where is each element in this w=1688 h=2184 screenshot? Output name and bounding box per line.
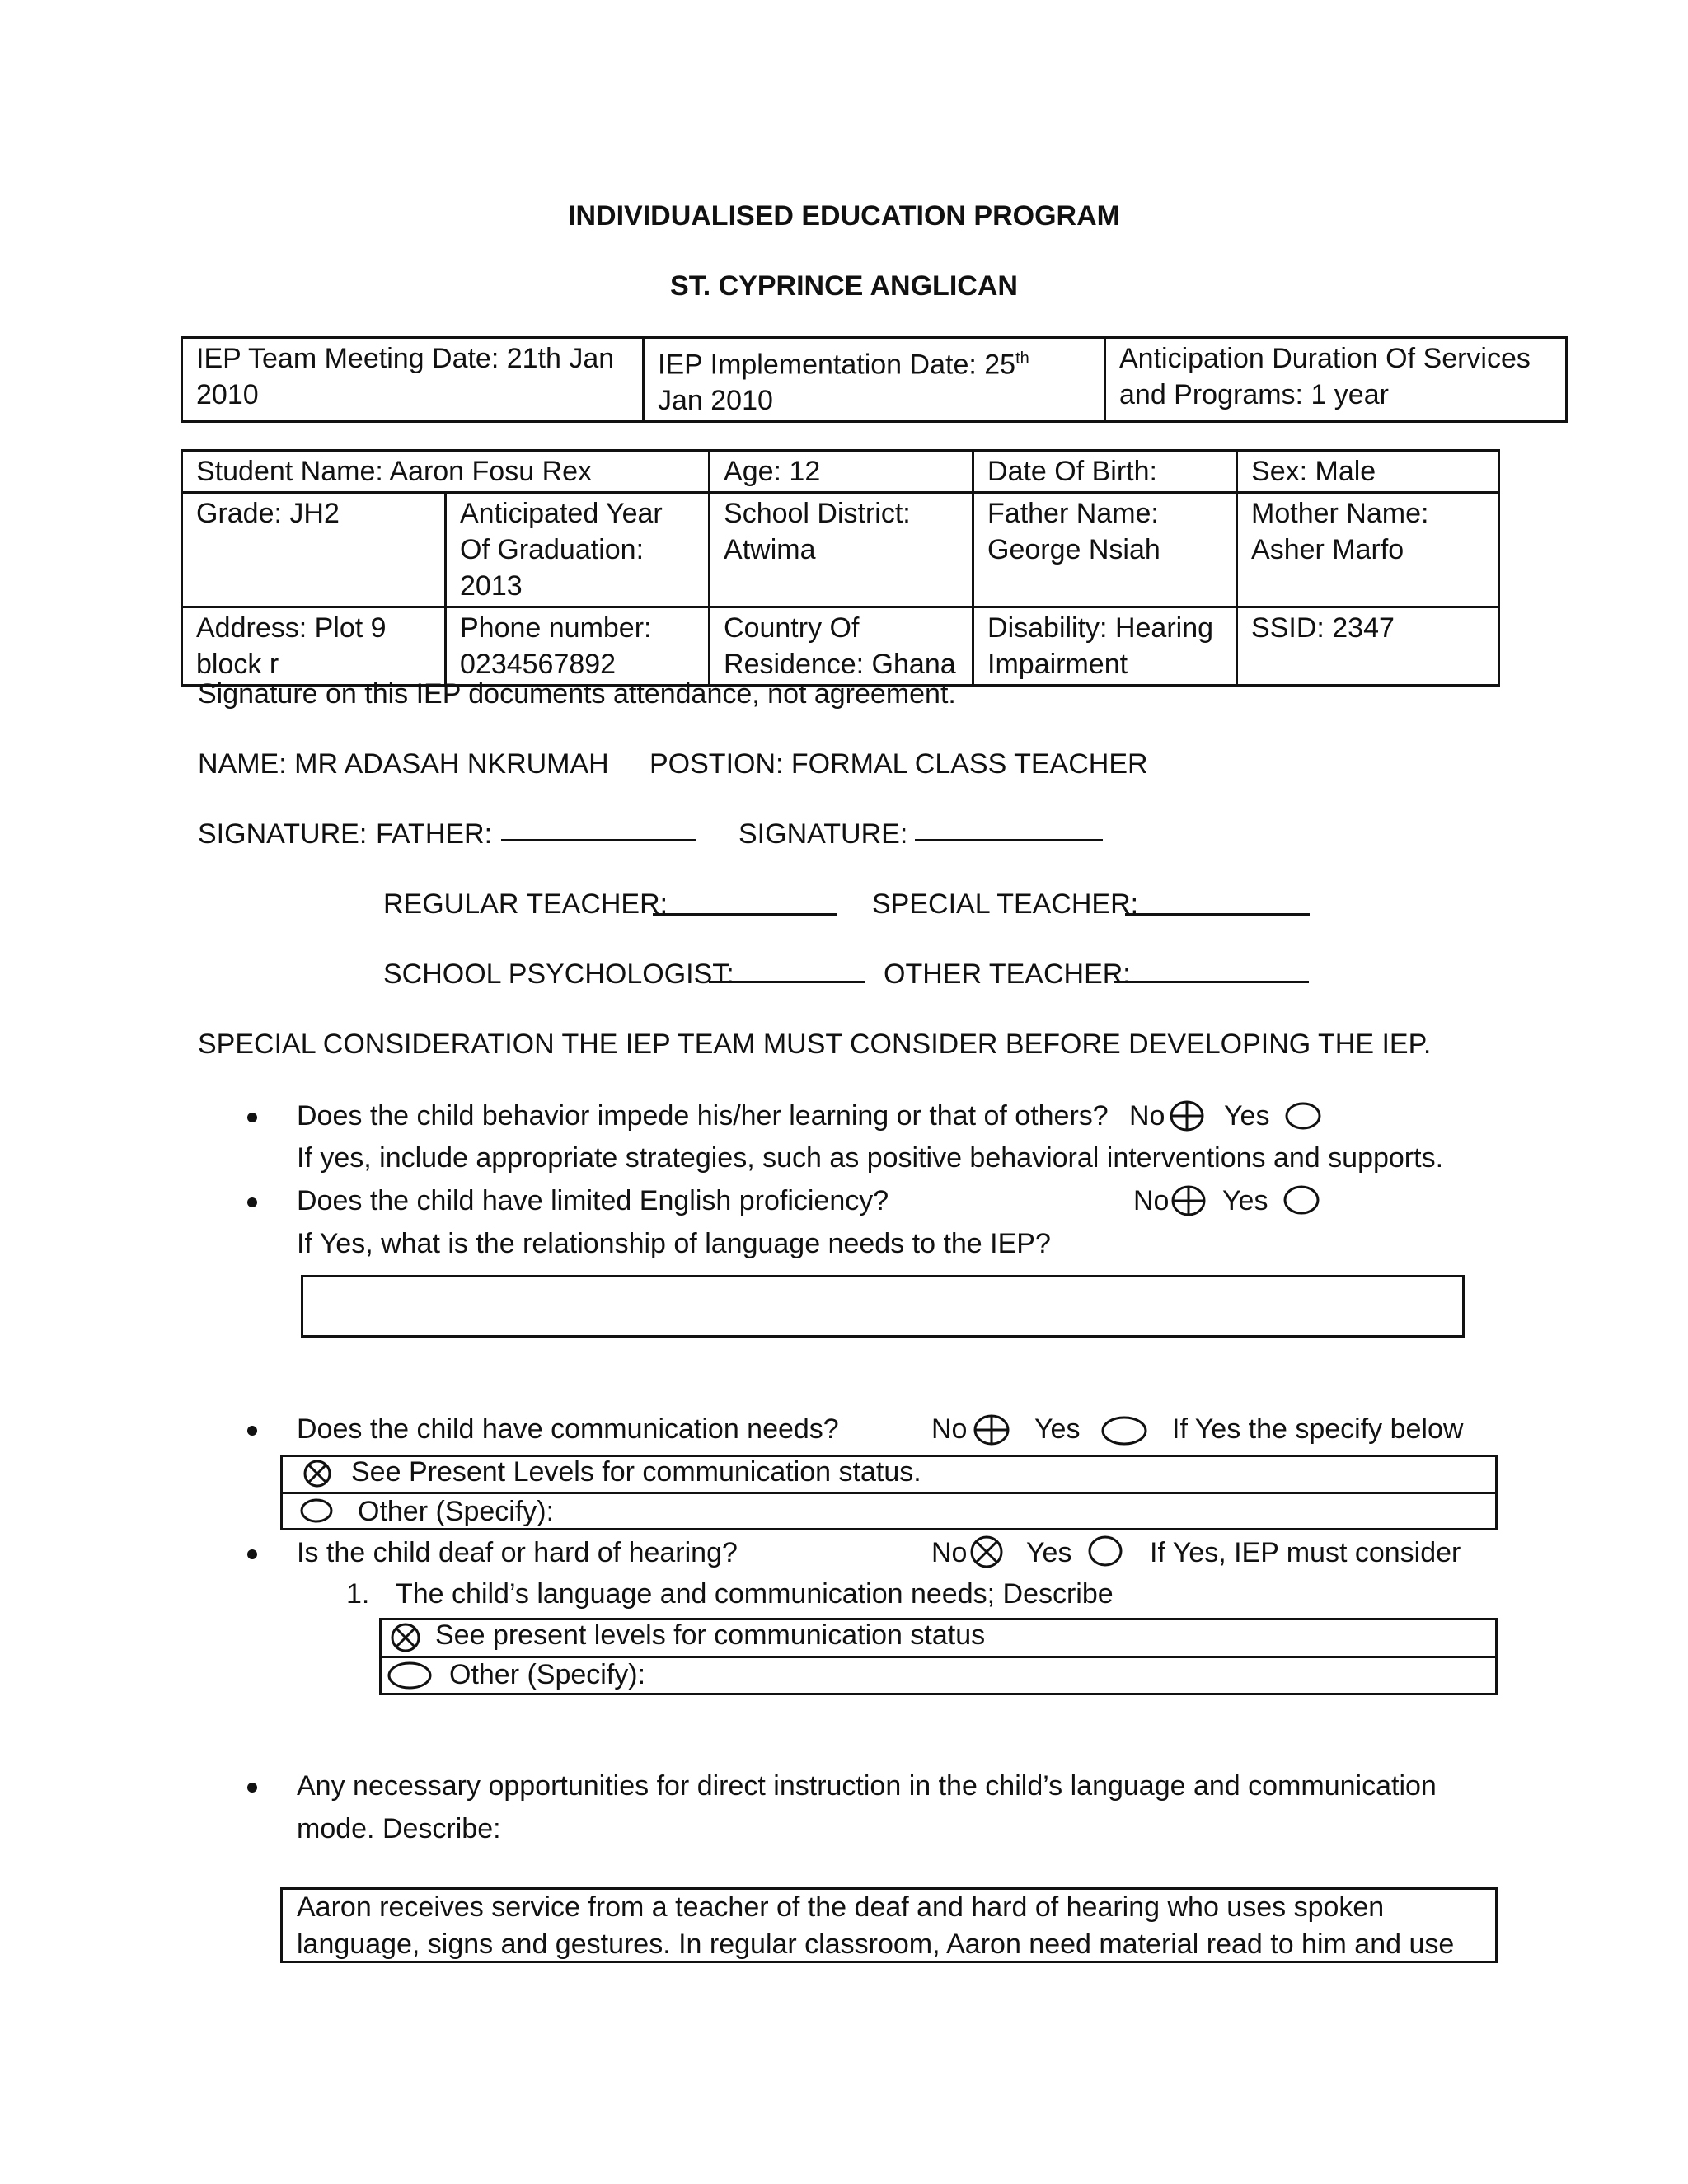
q4-tail: If Yes, IEP must consider [1150,1537,1461,1568]
q4-yes-label: Yes [1026,1537,1072,1568]
father-signature-line[interactable] [501,839,696,841]
q2-yes-label: Yes [1222,1185,1268,1216]
question-direct-instruction: Any necessary opportunities for direct instruction in the child’s language and communication [297,1770,1437,1802]
question-deaf: Is the child deaf or hard of hearing? [297,1537,738,1568]
q3-yes-label: Yes [1034,1413,1081,1445]
q2-no-label: No [1133,1185,1170,1216]
staff-name: NAME: MR ADASAH NKRUMAH [198,748,609,780]
meeting-table [181,336,1568,423]
q4-item-number: 1. [346,1578,370,1610]
signature2-line[interactable] [915,839,1103,841]
bullet-icon [247,1113,257,1122]
q4-no-label: No [931,1537,968,1568]
q3-option-present-levels: See Present Levels for communication status. [351,1456,921,1488]
district-cell: School District: Atwima [710,493,973,607]
answer-line-2: language, signs and gestures. In regular classroom, Aaron need material read to him and use [297,1929,1455,1960]
student-name-cell: Student Name: Aaron Fosu Rex [182,451,710,493]
q2-yes-radio-icon[interactable] [1282,1184,1320,1216]
q1-no-label: No [1129,1100,1165,1132]
father-signature-label: FATHER: [376,818,493,850]
duration-cell: Anticipation Duration Of Services and Programs: 1 year [1105,338,1567,422]
special-teacher-label: SPECIAL TEACHER: [872,888,1139,920]
signature-note: Signature on this IEP documents attendance, not agreement. [198,678,956,710]
question-direct-instruction-cont: mode. Describe: [297,1813,501,1844]
student-table [181,449,1500,687]
question-communication: Does the child have communication needs? [297,1413,839,1445]
q3-no-label: No [931,1413,968,1445]
phone-cell: Phone number: 0234567892 [446,607,710,686]
q1-note: If yes, include appropriate strategies, such as positive behavioral interventions and supports. [297,1142,1444,1174]
q3-opt1-checked-icon[interactable] [302,1459,333,1488]
special-consideration-heading: SPECIAL CONSIDERATION THE IEP TEAM MUST CONSIDER BEFORE DEVELOPING THE IEP. [198,1029,1432,1060]
q3-option-other: Other (Specify): [358,1496,555,1527]
school-name: ST. CYPRINCE ANGLICAN [670,270,1018,302]
ssid-cell: SSID: 2347 [1237,607,1499,686]
question-behavior: Does the child behavior impede his/her learning or that of others? [297,1100,1109,1132]
q4-opt1-checked-icon[interactable] [389,1622,422,1653]
meeting-date-cell: IEP Team Meeting Date: 21th Jan 2010 [182,338,644,422]
father-cell: Father Name: George Nsiah [973,493,1237,607]
bullet-icon [247,1426,257,1436]
country-cell: Country Of Residence: Ghana [710,607,973,686]
other-teacher-label: OTHER TEACHER: [884,958,1131,990]
language-needs-answer-box[interactable] [301,1275,1465,1338]
document-title: INDIVIDUALISED EDUCATION PROGRAM [568,200,1120,232]
signature2-label: SIGNATURE: [738,818,908,850]
q4-no-checked-icon[interactable] [969,1535,1004,1569]
dob-cell: Date Of Birth: [973,451,1237,493]
bullet-icon [247,1549,257,1559]
staff-position: POSTION: FORMAL CLASS TEACHER [649,748,1148,780]
q1-yes-label: Yes [1224,1100,1270,1132]
other-teacher-line[interactable] [1114,981,1309,983]
q2-no-checked-radio-icon[interactable] [1170,1184,1207,1217]
q4-option-present-levels: See present levels for communication status [435,1619,986,1651]
address-cell: Address: Plot 9 block r [182,607,446,686]
sex-cell: Sex: Male [1237,451,1499,493]
special-teacher-line[interactable] [1125,913,1310,916]
implementation-date-cell: IEP Implementation Date: 25th Jan 2010 [644,338,1105,422]
q3-no-checked-radio-icon[interactable] [973,1413,1010,1446]
disability-cell: Disability: Hearing Impairment [973,607,1237,686]
q4-option-other: Other (Specify): [449,1659,646,1690]
q3-tail: If Yes the specify below [1172,1413,1464,1445]
q4-yes-radio-icon[interactable] [1086,1535,1124,1568]
question-english: Does the child have limited English proficiency? [297,1185,889,1216]
regular-teacher-line[interactable] [653,913,837,916]
school-psychologist-line[interactable] [709,981,865,983]
bullet-icon [247,1197,257,1207]
q3-yes-radio-icon[interactable] [1100,1415,1148,1446]
q4-opt2-radio-icon[interactable] [386,1660,434,1691]
answer-line-1: Aaron receives service from a teacher of the deaf and hard of hearing who uses spoken [297,1891,1385,1923]
q1-yes-radio-icon[interactable] [1284,1101,1322,1131]
mother-cell: Mother Name: Asher Marfo [1237,493,1499,607]
age-cell: Age: 12 [710,451,973,493]
q4-item-text: The child’s language and communication needs; Describe [396,1578,1114,1610]
graduation-cell: Anticipated Year Of Graduation: 2013 [446,493,710,607]
grade-cell: Grade: JH2 [182,493,446,607]
school-psychologist-label: SCHOOL PSYCHOLOGIST: [383,958,734,990]
q2-note: If Yes, what is the relationship of language needs to the IEP? [297,1228,1051,1259]
q1-no-checked-radio-icon[interactable] [1169,1099,1205,1132]
regular-teacher-label: REGULAR TEACHER: [383,888,668,920]
q3-opt2-radio-icon[interactable] [298,1497,335,1525]
bullet-icon [247,1783,257,1793]
signature-label: SIGNATURE: [198,818,368,850]
